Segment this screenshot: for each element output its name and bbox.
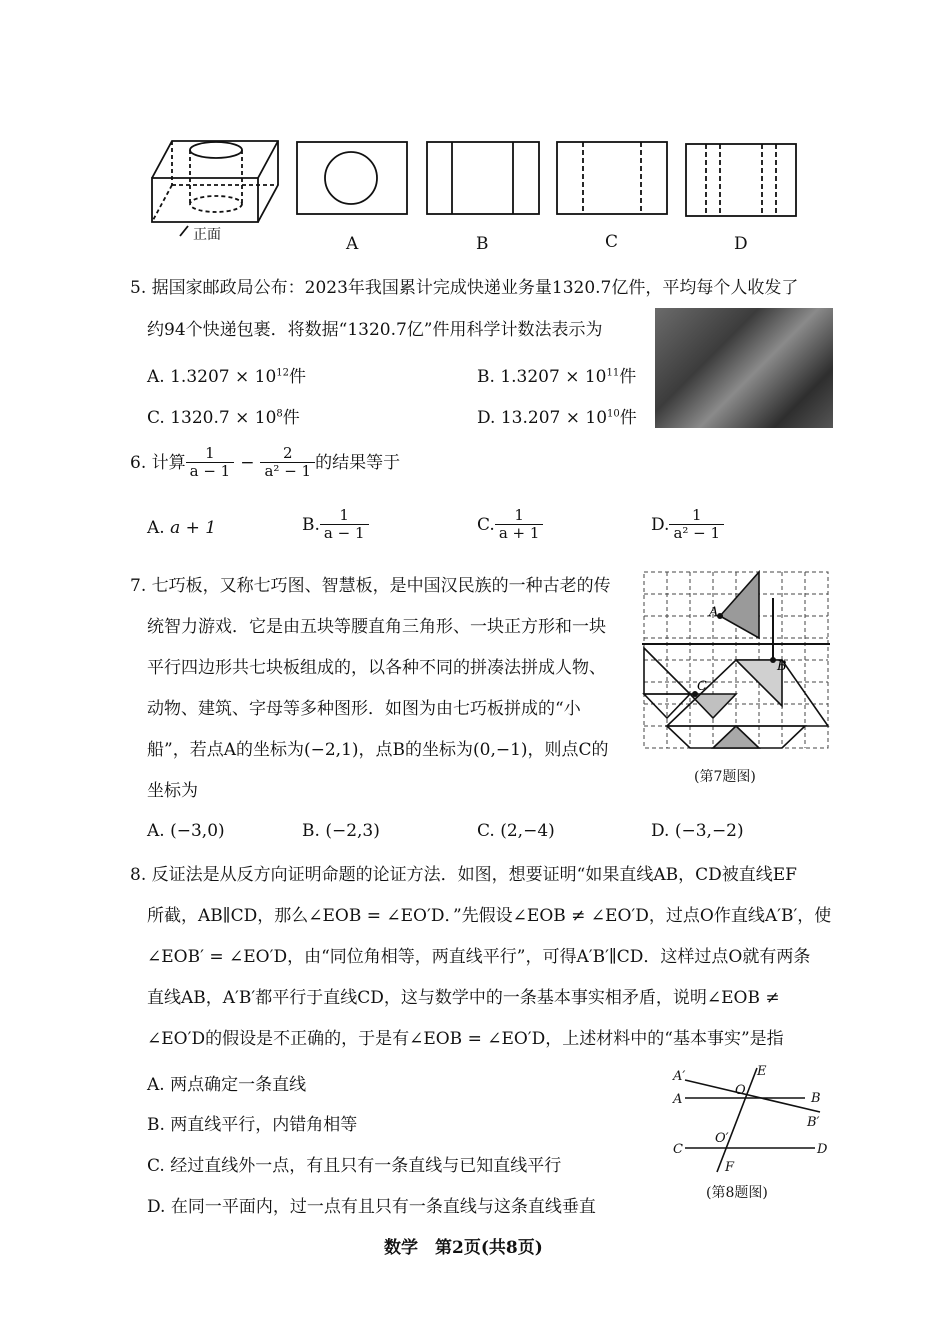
q8-option-a[interactable]: A. 两点确定一条直线 [147,1075,307,1095]
q8-line-4: 直线AB，A′B′都平行于直线CD，这与数学中的一条基本事实相矛盾，说明∠EOB ≠ [147,988,780,1008]
q7-option-d[interactable]: D. (−3,−2) [651,821,744,841]
q8-option-b[interactable]: B. 两直线平行，内错角相等 [147,1115,358,1135]
label-o-prime: O′ [715,1131,729,1146]
q4-option-c-label: C [605,232,619,252]
q7-line-3: 平行四边形共七块板组成的，以各种不同的拼凑法拼成人物、 [147,658,606,678]
q7-line-5: 船”，若点A的坐标为(−2,1)，点B的坐标为(0,−1)，则点C的 [147,740,609,760]
q4-option-a-label: A [346,234,359,254]
q5-line-1: 5. 据国家邮政局公布：2023年我国累计完成快递业务量1320.7亿件，平均每个人收发了 [130,278,799,298]
q7-line-6: 坐标为 [147,781,198,801]
label-b: B [811,1091,821,1106]
q7-option-a[interactable]: A. (−3,0) [147,821,225,841]
q8-lines-figure [665,1062,845,1192]
label-a: A [673,1092,683,1107]
point-label-b: B [777,659,787,674]
q7-line-4: 动物、建筑、字母等多种图形．如图为由七巧板拼成的“小 [147,699,581,719]
label-c: C [673,1142,683,1157]
q4-solid-figure [0,0,950,260]
q7-line-1: 7. 七巧板，又称七巧图、智慧板，是中国汉民族的一种古老的传 [130,576,611,596]
q8-caption: (第8题图) [706,1185,768,1201]
q8-line-3: ∠EOB′ = ∠EO′D，由“同位角相等，两直线平行”，可得A′B′∥CD．这样过点O就有两条 [147,947,811,967]
q8-option-d[interactable]: D. 在同一平面内，过一点有且只有一条直线与这条直线垂直 [147,1197,596,1217]
q6-fraction-1: $\frac{1}{a - 1}$ [186,445,235,480]
q5-option-a[interactable]: A. $1.3207 \times 10^{12}$件 [147,367,306,387]
q7-tangram-figure [640,568,840,758]
q8-option-c[interactable]: C. 经过直线外一点，有且只有一条直线与已知直线平行 [147,1156,562,1176]
q5-option-b[interactable]: B. $1.3207 \times 10^{11}$件 [477,367,637,387]
q5-line-2: 约94个快递包裹．将数据“1320.7亿”件用科学计数法表示为 [147,320,603,340]
q6-option-c[interactable]: C. $\frac{1}{a + 1}$ [477,507,543,542]
q5-option-c[interactable]: C. $1320.7 \times 10^8$件 [147,408,300,428]
q7-option-c[interactable]: C. (2,−4) [477,821,555,841]
q8-line-2: 所截，AB∥CD，那么∠EOB = ∠EO′D．”先假设∠EOB ≠ ∠EO′D，过点O作直线A′B′，使 [147,906,832,926]
q4-option-b-label: B [476,234,489,254]
front-label: 正面 [193,227,221,243]
q5-option-d[interactable]: D. $13.207 \times 10^{10}$件 [477,408,637,428]
q5-photo [655,308,833,428]
label-d: D [817,1142,828,1157]
label-o: O [735,1083,746,1098]
label-a-prime: A′ [673,1069,686,1084]
label-f: F [725,1160,735,1175]
q6-stem: 6. 计算 $\frac{1}{a - 1}$ − $\frac{2}{\text{a² − 1}}$ 的结果等于 [130,444,401,480]
q8-line-5: ∠EO′D的假设是不正确的，于是有∠EOB = ∠EO′D，上述材料中的“基本事实”是指 [147,1029,784,1049]
q6-option-b[interactable]: B. $\frac{1}{a - 1}$ [302,507,369,542]
q7-caption: (第7题图) [694,769,756,785]
label-e: E [757,1064,767,1079]
point-label-a: A [709,605,719,620]
q7-option-b[interactable]: B. (−2,3) [302,821,380,841]
label-b-prime: B′ [807,1115,820,1130]
point-label-c: C [697,679,707,694]
q6-option-d[interactable]: D. $\frac{1}{\text{a² − 1}}$ [651,507,724,542]
q7-line-2: 统智力游戏．它是由五块等腰直角三角形、一块正方形和一块 [147,617,606,637]
q6-option-a[interactable]: A. a + 1 [147,518,217,538]
page-footer: 数学 第2页(共8页) [384,1238,543,1258]
q6-fraction-2: $\frac{2}{\text{a² − 1}}$ [260,445,315,480]
q4-option-d-label: D [734,234,748,254]
q8-line-1: 8. 反证法是从反方向证明命题的论证方法．如图，想要证明“如果直线AB，CD被直线EF [130,865,797,885]
